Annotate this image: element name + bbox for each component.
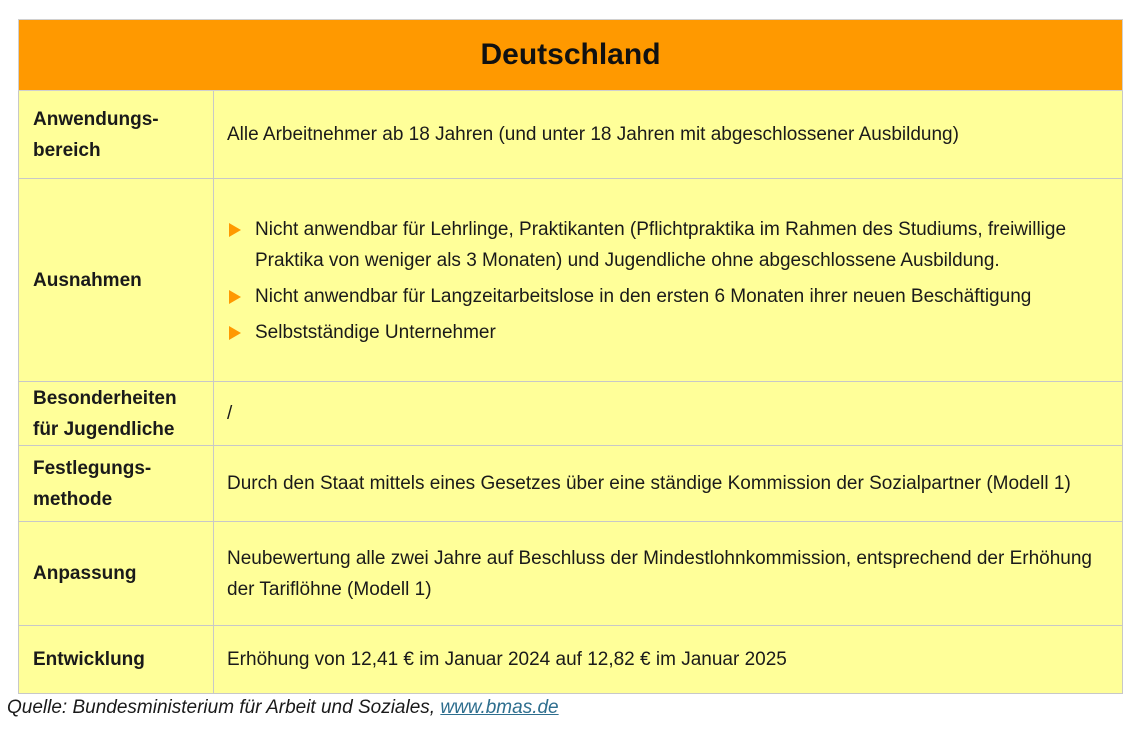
table-row: [19, 446, 1123, 522]
table-title: Deutschland: [19, 20, 1123, 91]
source-caption: [7, 697, 559, 719]
row-value-festlegungsmethode: Durch den Staat mittels eines Gesetzes über eine ständige Kommission der Sozialpartner (Modell 1): [214, 446, 1123, 522]
row-value-ausnahmen: [214, 179, 1123, 382]
source-link[interactable]: www.bmas.de: [440, 697, 559, 718]
row-label-festlegungsmethode: [19, 446, 214, 522]
row-label-anwendungsbereich: [19, 91, 214, 179]
label-text: Anwendungs- bereich: [33, 108, 159, 161]
list-item-text: Nicht anwendbar für Lehrlinge, Praktikanten (Pflichtpraktika im Rahmen des Studiums, freiwillige Praktika von weniger als 3 Monaten) und Jugendliche ohne abgeschlossene Ausbildung.: [255, 219, 1067, 271]
row-label-besonderheiten: Besonderheiten für Jugendliche: [19, 382, 214, 446]
orange-triangle-bullet-icon: [229, 290, 241, 304]
table-row: [19, 179, 1123, 382]
info-table: [18, 19, 1123, 694]
row-label-entwicklung: Entwicklung: [19, 626, 214, 694]
source-prefix: Quelle: Bundesministerium für Arbeit und Soziales,: [7, 697, 441, 718]
table-row: [19, 626, 1123, 694]
list-item: [227, 214, 1110, 276]
minimum-wage-table: [18, 19, 1122, 694]
list-item: [227, 317, 1110, 348]
orange-triangle-bullet-icon: [229, 223, 241, 237]
row-value-anpassung: Neubewertung alle zwei Jahre auf Beschluss der Mindestlohnkommission, entsprechend der Erhöhung der Tariflöhne (Modell 1): [214, 522, 1123, 626]
table-row: [19, 382, 1123, 446]
orange-triangle-bullet-icon: [229, 326, 241, 340]
table-row: [19, 522, 1123, 626]
row-label-ausnahmen: Ausnahmen: [19, 179, 214, 382]
list-item: [227, 281, 1110, 312]
list-item-text: Selbstständige Unternehmer: [255, 322, 496, 343]
row-label-anpassung: Anpassung: [19, 522, 214, 626]
table-row: [19, 91, 1123, 179]
row-value-anwendungsbereich: Alle Arbeitnehmer ab 18 Jahren (und unter 18 Jahren mit abgeschlossener Ausbildung): [214, 91, 1123, 179]
exceptions-list: [227, 214, 1110, 348]
table-header-row: [19, 20, 1123, 91]
list-item-text: Nicht anwendbar für Langzeitarbeitslose in den ersten 6 Monaten ihrer neuen Beschäftigung: [255, 286, 1032, 307]
label-text: Festlegungs- methode: [33, 457, 152, 510]
row-value-besonderheiten: /: [214, 382, 1123, 446]
row-value-entwicklung: Erhöhung von 12,41 € im Januar 2024 auf 12,82 € im Januar 2025: [214, 626, 1123, 694]
